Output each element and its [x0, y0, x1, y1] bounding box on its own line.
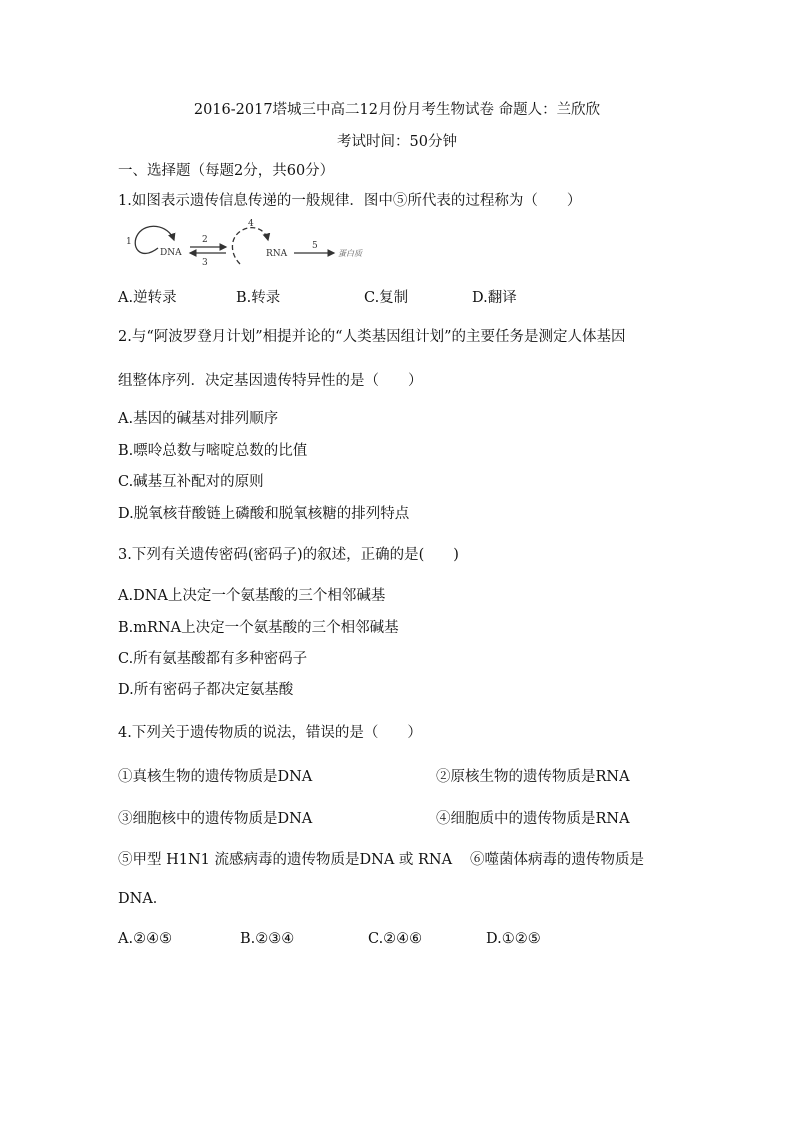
label-1: 1 — [126, 237, 132, 247]
arrow-4-rna-replication — [232, 228, 268, 264]
label-5: 5 — [312, 241, 318, 251]
q4-item-4: ④细胞质中的遗传物质是RNA — [436, 811, 630, 827]
q4-option-d[interactable]: D.①②⑤ — [486, 931, 541, 947]
q1-option-b[interactable]: B.转录 — [236, 290, 281, 306]
exam-title: 2016-2017塔城三中高二12月份月考生物试卷 命题人：兰欣欣 — [193, 102, 601, 118]
label-protein: 蛋白质 — [338, 249, 362, 258]
q4-item-6: ⑥噬菌体病毒的遗传物质是 — [470, 852, 644, 868]
q3-option-b[interactable]: B.mRNA上决定一个氨基酸的三个相邻碱基 — [118, 620, 399, 636]
q4-item-5: ⑤甲型 H1N1 流感病毒的遗传物质是DNA 或 RNA — [118, 852, 453, 868]
q4-option-c[interactable]: C.②④⑥ — [368, 931, 423, 947]
section-heading: 一、选择题（每题2分，共60分） — [118, 163, 335, 179]
label-dna: DNA — [160, 248, 182, 258]
exam-time: 考试时间：50分钟 — [337, 134, 457, 150]
q2-option-b[interactable]: B.嘌呤总数与嘧啶总数的比值 — [118, 443, 308, 459]
q4-option-b[interactable]: B.②③④ — [240, 931, 295, 947]
q2-option-a[interactable]: A.基因的碱基对排列顺序 — [118, 411, 279, 427]
q1-option-c[interactable]: C.复制 — [364, 290, 409, 306]
label-4: 4 — [248, 219, 254, 229]
label-3: 3 — [202, 258, 208, 268]
question-3-stem: 3.下列有关遗传密码(密码子)的叙述，正确的是( ) — [118, 547, 459, 563]
q1-option-a[interactable]: A.逆转录 — [118, 290, 177, 306]
question-2-stem-cont: 组整体序列．决定基因遗传特异性的是（ ） — [118, 373, 423, 389]
label-rna: RNA — [266, 249, 288, 259]
central-dogma-figure — [118, 218, 378, 268]
question-2-stem: 2.与“阿波罗登月计划”相提并论的“人类基因组计划”的主要任务是测定人体基因 — [118, 329, 626, 345]
q1-option-d[interactable]: D.翻译 — [472, 290, 517, 306]
q4-item-1: ①真核生物的遗传物质是DNA — [118, 769, 313, 785]
q4-item-6-tail: DNA． — [118, 891, 168, 907]
q4-item-3: ③细胞核中的遗传物质是DNA — [118, 811, 313, 827]
q2-option-c[interactable]: C.碱基互补配对的原则 — [118, 474, 264, 490]
label-2: 2 — [202, 235, 208, 245]
q4-option-a[interactable]: A.②④⑤ — [118, 931, 173, 947]
q4-item-2: ②原核生物的遗传物质是RNA — [436, 769, 630, 785]
question-4-stem: 4.下列关于遗传物质的说法，错误的是（ ） — [118, 725, 422, 741]
q2-option-d[interactable]: D.脱氧核苷酸链上磷酸和脱氧核糖的排列特点 — [118, 506, 410, 522]
q3-option-a[interactable]: A.DNA上决定一个氨基酸的三个相邻碱基 — [118, 588, 386, 604]
q3-option-d[interactable]: D.所有密码子都决定氨基酸 — [118, 682, 294, 698]
q3-option-c[interactable]: C.所有氨基酸都有多种密码子 — [118, 651, 308, 667]
question-1-stem: 1.如图表示遗传信息传递的一般规律．图中⑤所代表的过程称为（ ） — [118, 193, 582, 209]
